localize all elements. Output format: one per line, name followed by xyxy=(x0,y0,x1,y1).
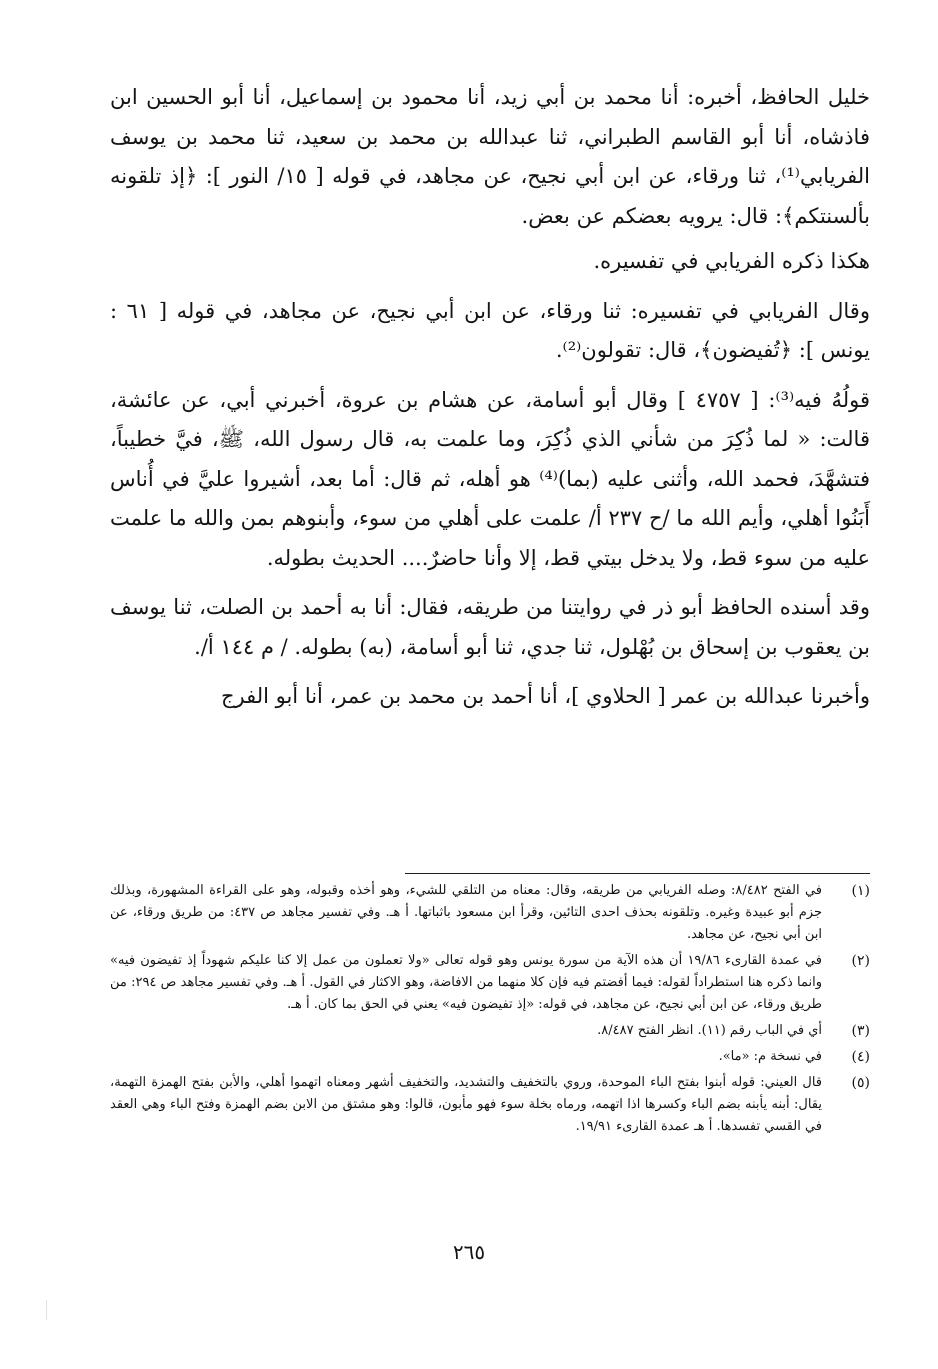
footnote-number: (١) xyxy=(851,883,870,899)
footnote-number: (٥) xyxy=(851,1075,870,1091)
paragraph-abu-dharr-isnad: وقد أسنده الحافظ أبو ذر في روايتنا من طريقه، فقال: أنا به أحمد بن الصلت، ثنا يوسف بن يعقوب بن إسحاق بن بُهْلول، ثنا جدي، ثنا أبو أسامة، (به) بطوله. / م ١٤٤ أ/. xyxy=(110,595,870,659)
footnote-3 xyxy=(110,1020,870,1042)
footnote-number: (٣) xyxy=(851,1023,870,1039)
paragraph-faryabi-note: هكذا ذكره الفريابي في تفسيره. xyxy=(593,249,870,273)
footnote-text: قال العيني: قوله أبنوا بفتح الباء الموحدة، وروي بالتخفيف والتشديد، والتخفيف أشهر ومعناه اتهموا أهلي، والأبن بفتح الهمزة التهمة، يقال: أبنه يأبنه بضم الباء وكسرها اذا اتهمه، ورماه بخلة سوء فهو مأبون، قالوا: وهو مشتق من الابن بضم الهمزة وفتح الباء وهي العقد في القسي تفسدها. أ هـ عمدة القارىء ١٩/٩١. xyxy=(110,1075,822,1134)
footnote-text: أي في الباب رقم (١١). انظر الفتح ٨/٤٨٧. xyxy=(597,1023,822,1038)
footnote-1 xyxy=(110,880,870,946)
footnote-number: (٢) xyxy=(851,953,870,969)
paragraph-hadith-4757: قولُهُ فيه⁽³⁾: [ ٤٧٥٧ ] وقال أبو أسامة، عن هشام بن عروة، أخبرني أبي، عن عائشة، قالت: « لما ذُكِرَ من شأني الذي ذُكِرَ، وما علمت به، قال رسول الله، ﷺ، فيَّ خطيباً، فتشهَّدَ، فحمد الله، وأثنى عليه (بما)⁽⁴⁾ هو أهله، ثم قال: أما بعد، أشيروا عليَّ في أُناس أَبَنُوا أهلي، وأيم الله ما /ح ٢٣٧ أ/ علمت على أهلي من سوء، وأبنوهم بمن والله ما علمت عليه من سوء قط، ولا يدخل بيتي قط، إلا وأنا حاضرٌ.... الحديث بطوله. xyxy=(110,387,871,570)
footnote-4 xyxy=(110,1046,870,1068)
footnote-text: في نسخة م: «ما». xyxy=(718,1049,822,1064)
paragraph-faryabi-tafsir: وقال الفريابي في تفسيره: ثنا ورقاء، عن ابن أبي نجيح، عن مجاهد، في قوله [ ٦١ : يونس ]: ﴿تُفيضون﴾، قال: تقولون⁽²⁾. xyxy=(110,298,870,362)
scan-edge-mark xyxy=(46,1300,47,1320)
main-text-body xyxy=(110,78,870,723)
footnote-number: (٤) xyxy=(851,1049,870,1065)
footnotes-section xyxy=(110,880,870,1142)
paragraph-akhbarana: وأخبرنا عبدالله بن عمر [ الحلاوي ]، أنا أحمد بن محمد بن عمر، أنا أبو الفرج xyxy=(220,684,870,708)
footnote-2 xyxy=(110,950,870,1016)
footnote-5 xyxy=(110,1072,870,1138)
footnote-text: في عمدة القارىء ١٩/٨٦ أن هذه الآية من سورة يونس وهو قوله تعالى «ولا تعملون من عمل إلا كنا عليكم شهوداً إذ تفيضون فيه» وانما ذكره هنا استطراداً لقوله: فيما أفضتم فيه فإن كلا منهما من الافاضة، وهو الاكثار في القول. أ هـ. وفي تفسير مجاهد ص ٢٩٤: من طريق ورقاء، عن ابن أبي نجيح، عن مجاهد، في قوله: «إذ تفيضون فيه» يعني في الحق بما كان. أ هـ. xyxy=(110,953,823,1012)
footnote-text: في الفتح ٨/٤٨٢: وصله الفريابي من طريقه، وقال: معناه من التلقي للشيء، وهو أخذه وقبوله، وهو على القراءة المشهورة، وبذلك جزم أبو عبيدة وغيره. وتلقونه بحذف احدى التائين، وقرأ ابن مسعود باثباتها. أ هـ. وفي تفسير مجاهد ص ٤٣٧: من طريق ورقاء، عن ابن أبي نجيح، عن مجاهد. xyxy=(110,883,823,942)
page-number: ٢٦٥ xyxy=(452,1240,486,1264)
footnote-divider xyxy=(405,873,870,874)
paragraph-isnad-khalil: خليل الحافظ، أخبره: أنا محمد بن أبي زيد، أنا محمود بن إسماعيل، أنا أبو الحسين ابن فاذشاه، أنا أبو القاسم الطبراني، ثنا عبدالله بن محمد بن سعيد، ثنا محمد بن يوسف الفريابي⁽¹⁾، ثنا ورقاء، عن ابن أبي نجيح، عن مجاهد، في قوله [ ١٥/ النور ]: ﴿إذ تلقونه بألسنتكم﴾: قال: يرويه بعضكم عن بعض. xyxy=(110,85,870,228)
